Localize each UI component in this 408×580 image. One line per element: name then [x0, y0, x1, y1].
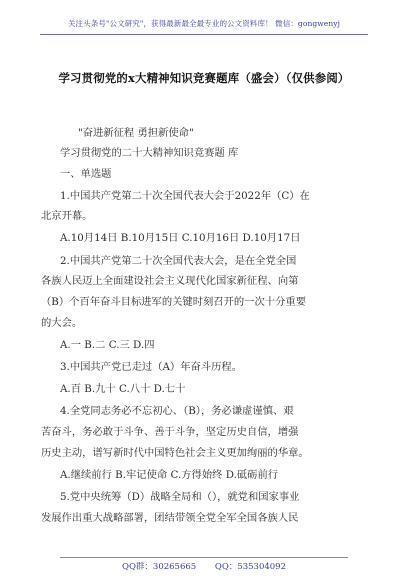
header-divider	[40, 34, 368, 35]
subtitle-quiz: 学习贯彻党的二十大精神知识竞赛题 库	[60, 147, 239, 159]
footer-contact	[0, 560, 408, 572]
section-heading: 一、单选题	[60, 168, 112, 180]
subtitle-slogan: "奋进新征程 勇担新使命"	[78, 127, 194, 139]
q5-line-2: 发展作出重大战略部署，团结带领全党全军全国各族人民	[41, 512, 299, 524]
q4-line-2: 苦奋斗，务必敢于斗争、善于斗争，坚定历史自信，增强	[41, 426, 299, 438]
q2-line-1: 2.中国共产党第二十次全国代表大会，是在全党全国	[60, 255, 297, 267]
q4-options: A.继续前行 B.牢记使命 C.方得始终 D.砥砺前行	[60, 469, 279, 481]
document-title: 学习贯彻党的x大精神知识竞赛题库（盛会）（仅供参阅）	[58, 71, 350, 85]
q2-line-4: 的大会。	[41, 317, 83, 329]
q1-line-1: 1.中国共产党第二十次全国代表大会于2022年（C）在	[60, 190, 310, 202]
q4-line-1: 4.全党同志务必不忘初心、（B），务必谦虚谨慎、艰	[60, 405, 294, 417]
footer-qq-group: QQ群：30265665	[121, 562, 197, 572]
q1-line-2: 北京开幕。	[41, 210, 93, 222]
q2-line-3: （B）个百年奋斗目标进军的关键时刻召开的一次十分重要	[41, 296, 306, 308]
q1-options: A.10月14日 B.10月15日 C.10月16日 D.10月17日	[60, 232, 301, 244]
q3-line-1: 3.中国共产党已走过（A）年奋斗历程。	[60, 361, 243, 373]
q3-options: A.百 B.九十 C.八十 D.七十	[60, 383, 186, 395]
footer-divider	[60, 557, 348, 558]
header-text: 关注头条号"公文研究"，获得最新最全最专业的公文资料库！ 微信：gongwenyj	[67, 19, 341, 28]
footer-qq: QQ：535304092	[214, 562, 286, 572]
q5-line-1: 5.党中央统筹（D）战略全局和（），就党和国家事业	[60, 491, 300, 503]
q4-line-3: 历史主动，谱写新时代中国特色社会主义更加绚丽的华章。	[41, 447, 309, 459]
q2-line-2: 各族人民迈上全面建设社会主义现代化国家新征程、向第	[41, 275, 299, 287]
header-banner	[0, 18, 408, 29]
q2-options: A.一 B.二 C.三 D.四	[60, 339, 155, 351]
